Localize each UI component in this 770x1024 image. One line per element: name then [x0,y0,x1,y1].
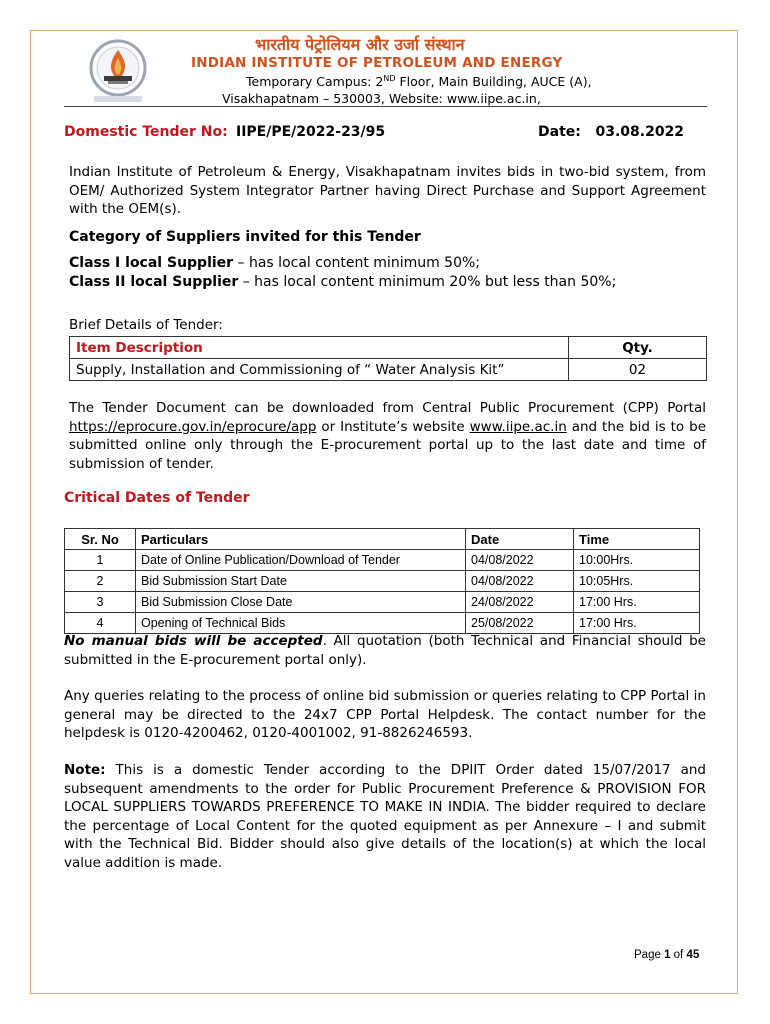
tender-date: Date: 03.08.2022 [538,124,685,140]
no-manual-bids-paragraph: No manual bids will be accepted. All quotation (both Technical and Financial should be submitted in the E-procurement portal only). [64,633,706,668]
page-number: Page 1 of 45 [634,949,700,961]
sr-no: 1 [65,550,136,571]
time: 10:05Hrs. [574,571,700,592]
institute-logo [80,38,156,108]
date: 24/08/2022 [466,592,574,613]
table-row [65,613,700,634]
col-date: Date [466,529,574,550]
supplier-category-heading: Category of Suppliers invited for this Tender [69,229,421,245]
institute-hindi-name: भारतीय पेट्रोलियम और उर्जा संस्थान [255,35,465,54]
dates-table-header [65,529,700,550]
col-particulars: Particulars [136,529,466,550]
download-paragraph: The Tender Document can be downloaded from Central Public Procurement (CPP) Portal https://eprocure.gov.in/eprocure/app or Institute’s website www.iipe.ac.in and the bid is to be submitted online only through the E-procurement portal up to the last date and time of submission of tender. [69,400,706,472]
tender-number-label: Domestic Tender No: [64,124,228,140]
tender-number: IIPE/PE/2022-23/95 [236,124,386,140]
address-line-2: Visakhapatnam – 530003, Website: www.iipe.ac.in, [222,91,541,106]
cpp-portal-link[interactable]: https://eprocure.gov.in/eprocure/app [69,418,317,435]
table-row [65,550,700,571]
col-time: Time [574,529,700,550]
class-2-supplier: Class II local Supplier – has local content minimum 20% but less than 50%; [69,274,617,290]
institute-website-link[interactable]: www.iipe.ac.in [469,418,567,435]
item-qty: 02 [569,359,707,381]
particular: Date of Online Publication/Download of Tender [136,550,466,571]
address-line-1: Temporary Campus: 2ND Floor, Main Building, AUCE (A), [246,74,592,90]
date: 04/08/2022 [466,550,574,571]
sr-no: 4 [65,613,136,634]
table-row [65,592,700,613]
item-table [69,336,707,381]
institute-name: INDIAN INSTITUTE OF PETROLEUM AND ENERGY [191,55,563,71]
header-divider [64,106,707,107]
table-row [70,359,707,381]
item-description: Supply, Installation and Commissioning of “ Water Analysis Kit” [70,359,569,381]
brief-details-label: Brief Details of Tender: [69,317,223,333]
intro-paragraph: Indian Institute of Petroleum & Energy, Visakhapatnam invites bids in two-bid system, from OEM/ Authorized System Integrator Partner having Direct Purchase and Support Agreement with the OEM(s). [69,164,706,217]
time: 17:00 Hrs. [574,613,700,634]
sr-no: 3 [65,592,136,613]
class-1-supplier: Class I local Supplier – has local content minimum 50%; [69,255,481,271]
critical-dates-table [64,528,700,634]
particular: Opening of Technical Bids [136,613,466,634]
item-description-header: Item Description [70,337,569,359]
item-table-header [70,337,707,359]
queries-paragraph: Any queries relating to the process of online bid submission or queries relating to CPP Portal in general may be directed to the 24x7 CPP Portal Helpdesk. The contact number for the helpdesk is 0120-4200462, 0120-4001002, 91-8826246593. [64,688,706,741]
qty-header: Qty. [569,337,707,359]
col-sr-no: Sr. No [65,529,136,550]
table-row [65,571,700,592]
sr-no: 2 [65,571,136,592]
time: 10:00Hrs. [574,550,700,571]
date: 25/08/2022 [466,613,574,634]
particular: Bid Submission Close Date [136,592,466,613]
critical-dates-heading: Critical Dates of Tender [64,490,250,506]
date: 04/08/2022 [466,571,574,592]
particular: Bid Submission Start Date [136,571,466,592]
time: 17:00 Hrs. [574,592,700,613]
note-paragraph: Note: This is a domestic Tender according to the DPIIT Order dated 15/07/2017 and subsequent amendments to the order for Public Procurement Preference & PROVISION FOR LOCAL SUPPLIERS TOWARDS PREFERENCE TO MAKE IN INDIA. The bidder required to declare the percentage of Local Content for the quoted equipment as per Annexure – I and submit with the Technical Bid. Bidder should also give details of the location(s) at which the local value addition is made. [64,762,706,871]
